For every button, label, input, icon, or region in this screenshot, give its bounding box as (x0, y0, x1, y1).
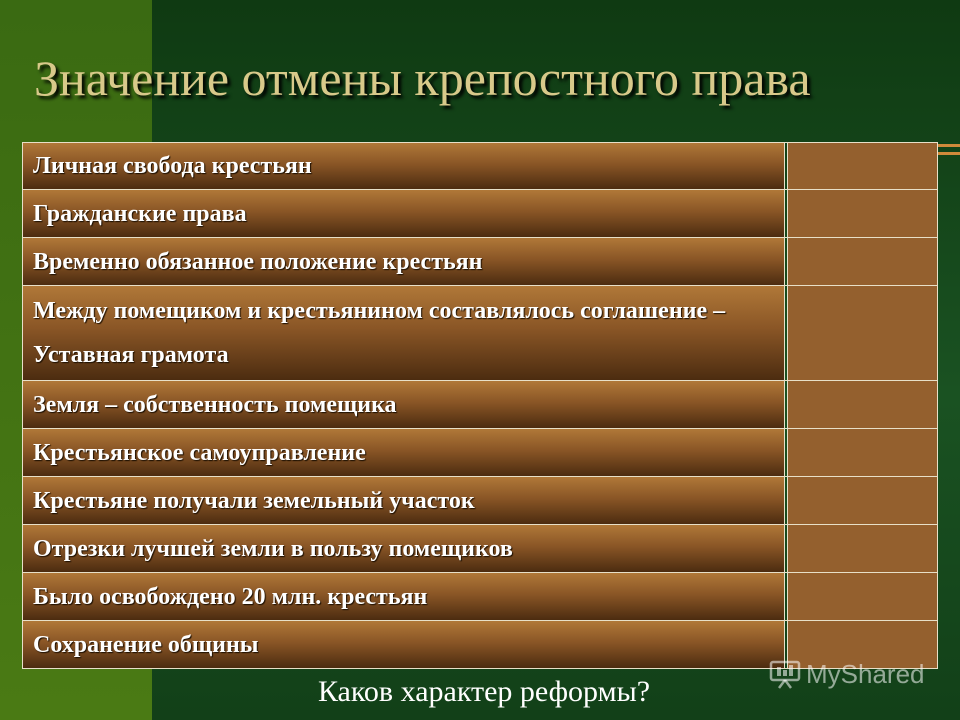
answer-cell[interactable] (787, 238, 938, 285)
answer-cell[interactable] (787, 429, 938, 476)
table-row (22, 142, 938, 190)
question-label: Каков характер реформы? (317, 675, 651, 708)
row-text: Между помещиком и крестьянином составлялось соглашение – Уставная грамота (22, 286, 785, 380)
answer-cell[interactable] (787, 525, 938, 572)
table-row (22, 190, 938, 238)
row-text: Крестьяне получали земельный участок (22, 477, 785, 524)
row-text: Крестьянское самоуправление (22, 429, 785, 476)
row-text: Гражданские права (22, 190, 785, 237)
watermark-text: MyShared (806, 658, 925, 689)
row-text: Личная свобода крестьян (22, 143, 785, 189)
table-row (22, 238, 938, 286)
row-text: Временно обязанное положение крестьян (22, 238, 785, 285)
slide-title: Значение отмены крепостного права (34, 50, 811, 106)
answer-cell[interactable] (787, 190, 938, 237)
row-text: Сохранение общины (22, 621, 785, 668)
row-text: Было освобождено 20 млн. крестьян (22, 573, 785, 620)
table-row (22, 477, 938, 525)
answer-cell[interactable] (787, 143, 938, 189)
table-row (22, 381, 938, 429)
table-row (22, 573, 938, 621)
accent-lines-decoration (938, 144, 960, 166)
row-text: Земля – собственность помещика (22, 381, 785, 428)
reform-table (22, 142, 938, 669)
presentation-icon (768, 659, 802, 689)
watermark (768, 656, 925, 692)
row-text: Отрезки лучшей земли в пользу помещиков (22, 525, 785, 572)
answer-cell[interactable] (787, 477, 938, 524)
answer-cell[interactable] (787, 381, 938, 428)
table-row (22, 525, 938, 573)
answer-cell[interactable] (787, 573, 938, 620)
answer-cell[interactable] (787, 286, 938, 380)
table-row (22, 286, 938, 381)
table-row (22, 429, 938, 477)
